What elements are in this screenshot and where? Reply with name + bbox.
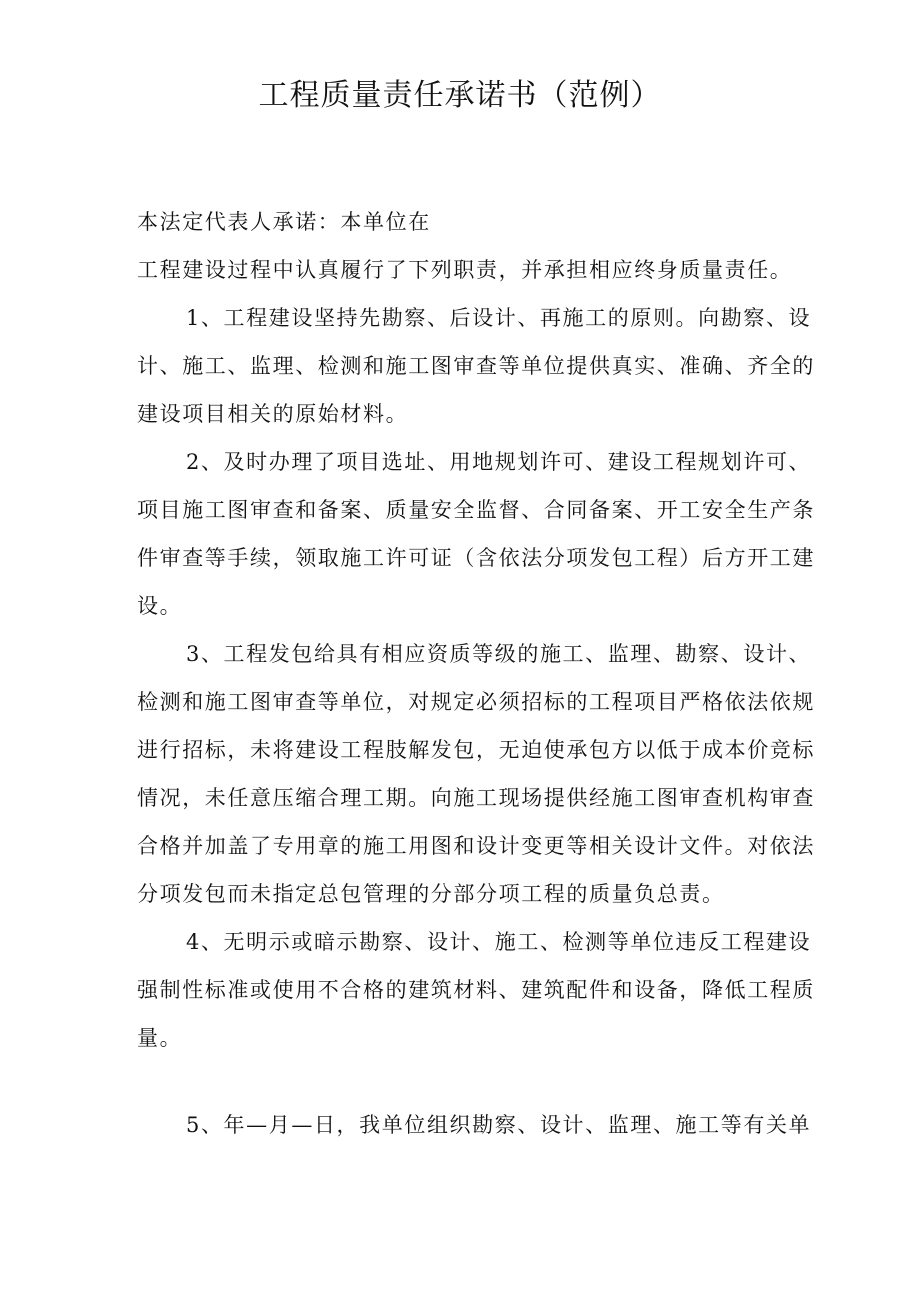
paragraph-line: 进行招标，未将建设工程肢解发包，无迫使承包方以低于成本价竞标 [137,738,815,762]
paragraph-line: 2、及时办理了项目选址、用地规划许可、建设工程规划许可、 [186,450,812,474]
paragraph-line: 建设项目相关的原始材料。 [137,402,409,426]
paragraph-line: 1、工程建设坚持先勘察、后设计、再施工的原则。向勘察、设 [186,306,812,330]
document-title: 工程质量责任承诺书（范例） [258,78,662,113]
document-body [137,203,827,1145]
paragraph-2 [137,443,827,635]
paragraph-4 [137,923,827,1106]
paragraph-line: 4、无明示或暗示勘察、设计、施工、检测等单位违反工程建设 [186,930,812,954]
paragraph-line: 3、工程发包给具有相应资质等级的施工、监理、勘察、设计、 [186,642,812,666]
paragraph-3 [137,635,827,923]
paragraph-5 [137,1106,827,1145]
paragraph-line: 检测和施工图审查等单位，对规定必须招标的工程项目严格依法依规 [137,690,815,714]
paragraph-line: 情况，未任意压缩合理工期。向施工现场提供经施工图审查机构审查 [137,786,815,810]
paragraph-line: 件审查等手续，领取施工许可证（含依法分项发包工程）后方开工建 [137,546,815,570]
paragraph-line: 设。 [137,594,183,618]
paragraph-line: 分项发包而未指定总包管理的分部分项工程的质量负总责。 [137,882,725,906]
intro-line: 本法定代表人承诺：本单位在 [137,210,431,234]
paragraph-line: 计、施工、监理、检测和施工图审查等单位提供真实、准确、齐全的 [137,354,815,378]
paragraph-line: 强制性标准或使用不合格的建筑材料、建筑配件和设备，降低工程质 [137,978,815,1002]
paragraph-line: 合格并加盖了专用章的施工用图和设计变更等相关设计文件。对依法 [137,834,815,858]
intro-line: 工程建设过程中认真履行了下列职责，并承担相应终身质量责任。 [137,258,793,282]
paragraph-line: 项目施工图审查和备案、质量安全监督、合同备案、开工安全生产条 [137,498,815,522]
paragraph-line: 5、年—月—日，我单位组织勘察、设计、监理、施工等有关单 [186,1113,812,1137]
paragraph-line: 量。 [137,1026,183,1050]
paragraph-1 [137,299,827,443]
